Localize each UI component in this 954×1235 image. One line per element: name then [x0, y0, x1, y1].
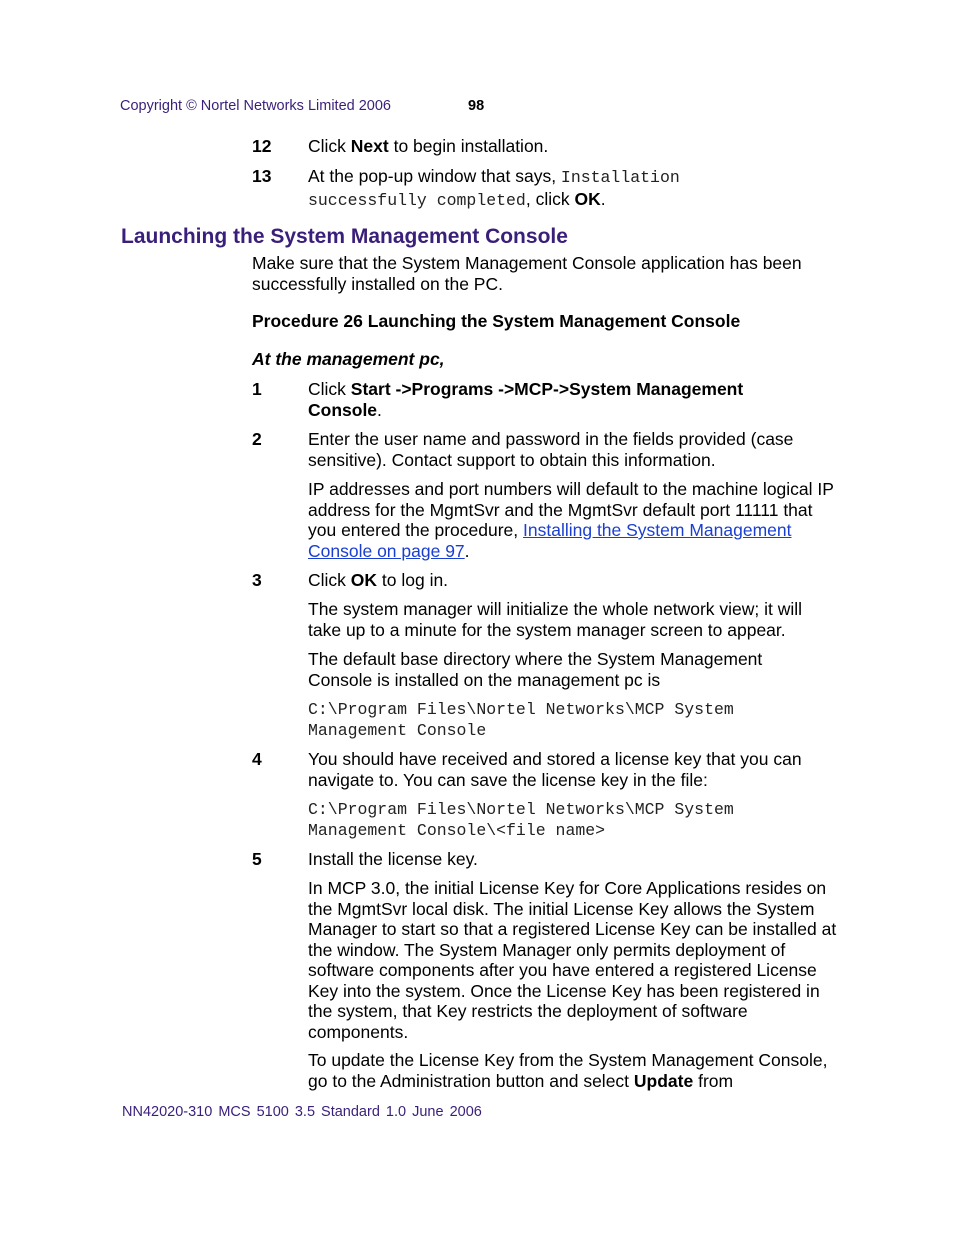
procedure-label: Procedure 26 Launching the System Management Console — [252, 311, 741, 331]
step-bold: OK — [350, 570, 378, 590]
step-5 — [252, 849, 832, 870]
step-13 — [252, 166, 832, 211]
page-number: 98 — [468, 98, 485, 114]
step-3-note-2: The default base directory where the System Management Console is installed on the management pc is — [308, 649, 763, 690]
step-text: Click — [308, 136, 351, 156]
step-text: . — [600, 188, 606, 209]
step-number: 4 — [252, 749, 262, 769]
install-path: C:\Program Files\Nortel Networks\MCP System Management Console — [308, 700, 734, 740]
step-text: Click — [308, 379, 351, 399]
step-text: Click — [308, 570, 351, 590]
step-text: to begin installation. — [388, 136, 549, 156]
step-number: 13 — [252, 166, 272, 186]
section-title: Launching the System Management Console — [121, 225, 568, 248]
step-number: 3 — [252, 570, 262, 590]
note-text: To update the License Key from the System Management Console, go to the Administration button and select — [308, 1050, 828, 1091]
step-number: 2 — [252, 429, 262, 449]
step-4 — [252, 749, 832, 790]
step-text: to log in. — [377, 570, 449, 590]
step-text: . — [377, 399, 382, 420]
step-3 — [252, 570, 832, 591]
step-bold: OK — [574, 188, 601, 209]
step-number: 5 — [252, 849, 262, 869]
step-text: Install the license key. — [308, 849, 478, 869]
step-number: 12 — [252, 136, 272, 156]
note-text: from — [693, 1070, 734, 1091]
cross-reference-link[interactable]: Installing the System Management Console on page 97 — [308, 520, 792, 561]
footer: NN42020-310 MCS 5100 3.5 Standard 1.0 June 2006 — [122, 1104, 482, 1120]
step-12 — [252, 136, 832, 157]
step-mono: Installation successfully completed — [308, 168, 680, 210]
step-2-note — [308, 479, 838, 561]
note-text: IP addresses and port numbers will default to the machine logical IP address for the MgmtSvr and the MgmtSvr default port 11111 that you entered the procedure, — [308, 479, 834, 540]
step-5-note-1: In MCP 3.0, the initial License Key for Core Applications resides on the MgmtSvr local disk. The initial License Key allows the System Manager to start so that a registered License Key can be installed at the window. The System Manager only permits deployment of software components after you have entered a registered License Key into the system. Once the License Key has been registered in the system, that Key restricts the deployment of software components. — [308, 878, 837, 1042]
step-5-note-2 — [308, 1050, 838, 1091]
step-bold: Next — [350, 136, 389, 156]
section-intro: Make sure that the System Management Console application has been successfully installed on the PC. — [252, 253, 802, 294]
step-2 — [252, 429, 832, 470]
step-text: At the pop-up window that says, — [308, 166, 561, 186]
step-text: Enter the user name and password in the fields provided (case sensitive). Contact support to obtain this information. — [308, 429, 794, 470]
header-copyright: Copyright © Nortel Networks Limited 2006 — [120, 98, 391, 114]
step-1 — [252, 379, 832, 420]
step-number: 1 — [252, 379, 262, 399]
step-text: , click — [525, 188, 575, 209]
step-text: You should have received and stored a license key that you can navigate to. You can save the license key in the file: — [308, 749, 802, 790]
note-bold: Update — [633, 1070, 694, 1091]
step-bold: Start ->Programs ->MCP->System Management Console — [308, 379, 744, 420]
license-path: C:\Program Files\Nortel Networks\MCP System Management Console\<file name> — [308, 800, 734, 840]
procedure-context: At the management pc, — [252, 349, 445, 369]
note-text: . — [464, 540, 470, 561]
step-3-note-1: The system manager will initialize the whole network view; it will take up to a minute for the system manager screen to appear. — [308, 599, 803, 640]
